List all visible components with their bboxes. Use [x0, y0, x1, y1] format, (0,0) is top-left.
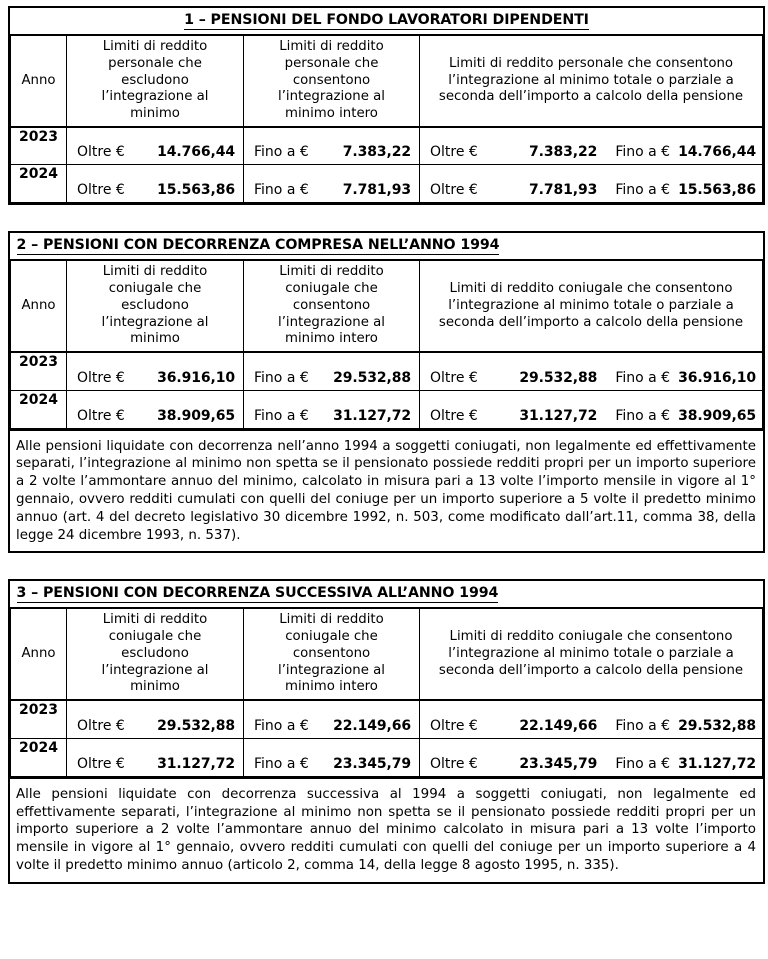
- row-col2-limit: [67, 165, 244, 203]
- row-col4-limit: [420, 700, 763, 738]
- amount-value: 29.532,88: [519, 369, 598, 386]
- amount-label: Fino a €: [615, 369, 671, 386]
- table-note-2: Alle pensioni liquidate con decorrenza nell’anno 1994 a soggetti coniugati, non legalmente ed effettivamente separati, l’integrazione al minimo non spetta se il pensionato possiede redditi propri per un importo superiore a 2 volte l’ammontare annuo del minimo, calcolato in misura pari a 13 volte l’importo mensile in vigore al 1° gennaio, ovvero redditi cumulati con quelli del coniuge per un importo superiore a 5 volte il predetto minimo annuo (art. 4 del decreto legislativo 30 dicembre 1992, n. 503, come modificato dall’art.11, comma 38, della legge 24 dicembre 1993, n. 537).: [10, 429, 763, 552]
- table-title-row: [11, 8, 763, 35]
- amount-label: Fino a €: [254, 182, 309, 199]
- amount-value: 7.383,22: [342, 144, 411, 161]
- amount-label: Oltre €: [77, 407, 125, 424]
- row-col4-limit: [420, 738, 763, 776]
- amount-value: 31.127,72: [519, 407, 598, 424]
- amount-value: 23.345,79: [333, 755, 411, 772]
- row-year: 2024: [11, 738, 67, 776]
- header-line: l’integrazione al: [278, 89, 385, 105]
- header-line: Limiti di reddito: [279, 612, 384, 628]
- amount-value: 36.916,10: [157, 369, 235, 386]
- row-col2-limit: [67, 390, 244, 428]
- header-col2: [67, 608, 244, 700]
- table-title: 3 – PENSIONI CON DECORRENZA SUCCESSIVA ALL’ANNO 1994: [11, 581, 763, 608]
- header-line: minimo intero: [285, 331, 378, 347]
- header-line: Limiti di reddito: [279, 264, 384, 280]
- header-line: consentono: [292, 72, 371, 88]
- table-row: [11, 390, 763, 428]
- block-spacer: [8, 553, 764, 579]
- amount-value: 29.532,88: [157, 717, 235, 734]
- row-col3-limit: [244, 390, 420, 428]
- amount-value: 14.766,44: [678, 144, 756, 161]
- table-row: [11, 165, 763, 203]
- header-line: Limiti di reddito: [102, 39, 208, 54]
- header-col4: Limiti di reddito personale che consentono l’integrazione al minimo totale o parziale a seconda dell’importo a calcolo della pensione: [420, 35, 763, 127]
- table-title-row: [11, 233, 763, 260]
- amount-value: 14.766,44: [157, 144, 235, 161]
- header-col2: [67, 35, 244, 127]
- header-line: consentono: [292, 297, 371, 313]
- amount-value: 36.916,10: [678, 369, 756, 386]
- table-row: [11, 700, 763, 738]
- header-line: Limiti di reddito: [279, 39, 384, 54]
- amount-label: Fino a €: [615, 717, 671, 734]
- header-line: l’integrazione al: [101, 89, 209, 105]
- header-line: escludono: [121, 297, 189, 313]
- table-header-row: [11, 35, 763, 127]
- amount-label: Fino a €: [615, 407, 671, 424]
- row-col2-limit: [67, 352, 244, 390]
- amount-value: 7.781,93: [529, 182, 598, 199]
- amount-value: 29.532,88: [678, 717, 756, 734]
- header-line: Limiti di reddito: [102, 612, 208, 628]
- row-col2-limit: [67, 738, 244, 776]
- header-line: minimo intero: [285, 679, 378, 695]
- amount-value: 38.909,65: [678, 407, 756, 424]
- row-year: 2023: [11, 352, 67, 390]
- table-title-row: [11, 581, 763, 608]
- amount-label: Oltre €: [430, 144, 478, 161]
- amount-label: Oltre €: [430, 717, 478, 734]
- amount-value: 15.563,86: [157, 182, 235, 199]
- header-col3: [244, 35, 420, 127]
- row-col2-limit: [67, 700, 244, 738]
- table-title: 1 – PENSIONI DEL FONDO LAVORATORI DIPENDENTI: [11, 8, 763, 35]
- row-year: 2023: [11, 700, 67, 738]
- table-row: [11, 127, 763, 165]
- amount-label: Fino a €: [254, 755, 309, 772]
- table-row: [11, 352, 763, 390]
- row-col4-limit: [420, 390, 763, 428]
- header-col3: [244, 608, 420, 700]
- amount-label: Fino a €: [615, 755, 671, 772]
- header-line: l’integrazione al: [101, 314, 209, 330]
- row-col3-limit: [244, 127, 420, 165]
- row-col4-limit: [420, 165, 763, 203]
- table-header-row: [11, 260, 763, 352]
- table-row: [11, 738, 763, 776]
- amount-label: Fino a €: [615, 144, 671, 161]
- row-year: 2023: [11, 127, 67, 165]
- pension-table-2: [10, 233, 763, 428]
- header-col4: Limiti di reddito coniugale che consentono l’integrazione al minimo totale o parziale a seconda dell’importo a calcolo della pensione: [420, 608, 763, 700]
- amount-label: Oltre €: [77, 717, 125, 734]
- amount-label: Fino a €: [254, 407, 309, 424]
- header-line: minimo: [130, 106, 180, 121]
- header-line: Limiti di reddito: [102, 264, 208, 280]
- pension-table-3: [10, 581, 763, 776]
- header-line: consentono: [292, 645, 371, 661]
- header-line: minimo intero: [285, 106, 378, 121]
- amount-label: Oltre €: [430, 407, 478, 424]
- row-col2-limit: [67, 127, 244, 165]
- header-line: escludono: [121, 645, 189, 661]
- row-col4-limit: [420, 352, 763, 390]
- amount-value: 31.127,72: [678, 755, 756, 772]
- pension-table-block-2: [8, 231, 765, 553]
- row-col3-limit: [244, 352, 420, 390]
- amount-value: 29.532,88: [333, 369, 411, 386]
- header-line: l’integrazione al: [101, 662, 209, 678]
- table-title: 2 – PENSIONI CON DECORRENZA COMPRESA NELL’ANNO 1994: [11, 233, 763, 260]
- amount-label: Oltre €: [77, 182, 125, 199]
- header-col2: [67, 260, 244, 352]
- amount-label: Fino a €: [254, 717, 309, 734]
- row-col3-limit: [244, 738, 420, 776]
- amount-label: Oltre €: [430, 369, 478, 386]
- header-line: coniugale che: [108, 281, 202, 296]
- header-line: personale che: [284, 55, 379, 71]
- pension-table-block-3: [8, 579, 765, 883]
- header-line: coniugale che: [108, 629, 202, 645]
- header-anno: Anno: [11, 35, 67, 127]
- amount-value: 38.909,65: [157, 407, 235, 424]
- header-line: l’integrazione al: [278, 662, 385, 678]
- amount-label: Fino a €: [254, 144, 309, 161]
- row-col3-limit: [244, 700, 420, 738]
- amount-value: 7.383,22: [529, 144, 598, 161]
- table-header-row: [11, 608, 763, 700]
- pension-table-block-1: [8, 6, 765, 205]
- amount-value: 7.781,93: [342, 182, 411, 199]
- header-line: coniugale che: [285, 281, 378, 296]
- amount-label: Oltre €: [77, 369, 125, 386]
- row-year: 2024: [11, 165, 67, 203]
- amount-value: 31.127,72: [333, 407, 411, 424]
- header-col3: [244, 260, 420, 352]
- amount-label: Oltre €: [430, 755, 478, 772]
- row-col4-limit: [420, 127, 763, 165]
- header-line: minimo: [130, 679, 180, 695]
- amount-label: Oltre €: [77, 755, 125, 772]
- header-line: personale che: [108, 55, 202, 71]
- block-spacer: [8, 205, 764, 231]
- amount-label: Oltre €: [77, 144, 125, 161]
- header-line: coniugale che: [285, 629, 378, 645]
- header-line: minimo: [130, 331, 180, 347]
- amount-value: 23.345,79: [519, 755, 598, 772]
- amount-value: 22.149,66: [519, 717, 598, 734]
- amount-label: Oltre €: [430, 182, 478, 199]
- row-year: 2024: [11, 390, 67, 428]
- pension-table-1: [10, 8, 763, 203]
- amount-value: 31.127,72: [157, 755, 235, 772]
- row-col3-limit: [244, 165, 420, 203]
- amount-label: Fino a €: [254, 369, 309, 386]
- header-anno: Anno: [11, 260, 67, 352]
- amount-value: 22.149,66: [333, 717, 411, 734]
- table-note-3: Alle pensioni liquidate con decorrenza successiva al 1994 a soggetti coniugati, non legalmente ed effettivamente separati, l’integrazione al minimo non spetta se il pensionato possiede redditi propri per un importo superiore a 2 volte l’ammontare annuo del minimo calcolato in misura pari a 13 volte l’importo mensile in vigore al 1° gennaio, ovvero redditi cumulati con quelli del coniuge per un importo superiore a 4 volte il predetto minimo annuo (articolo 2, comma 14, della legge 8 agosto 1995, n. 335).: [10, 777, 763, 882]
- header-anno: Anno: [11, 608, 67, 700]
- amount-value: 15.563,86: [678, 182, 756, 199]
- header-col4: Limiti di reddito coniugale che consentono l’integrazione al minimo totale o parziale a seconda dell’importo a calcolo della pensione: [420, 260, 763, 352]
- header-line: l’integrazione al: [278, 314, 385, 330]
- header-line: escludono: [121, 72, 189, 88]
- amount-label: Fino a €: [615, 182, 671, 199]
